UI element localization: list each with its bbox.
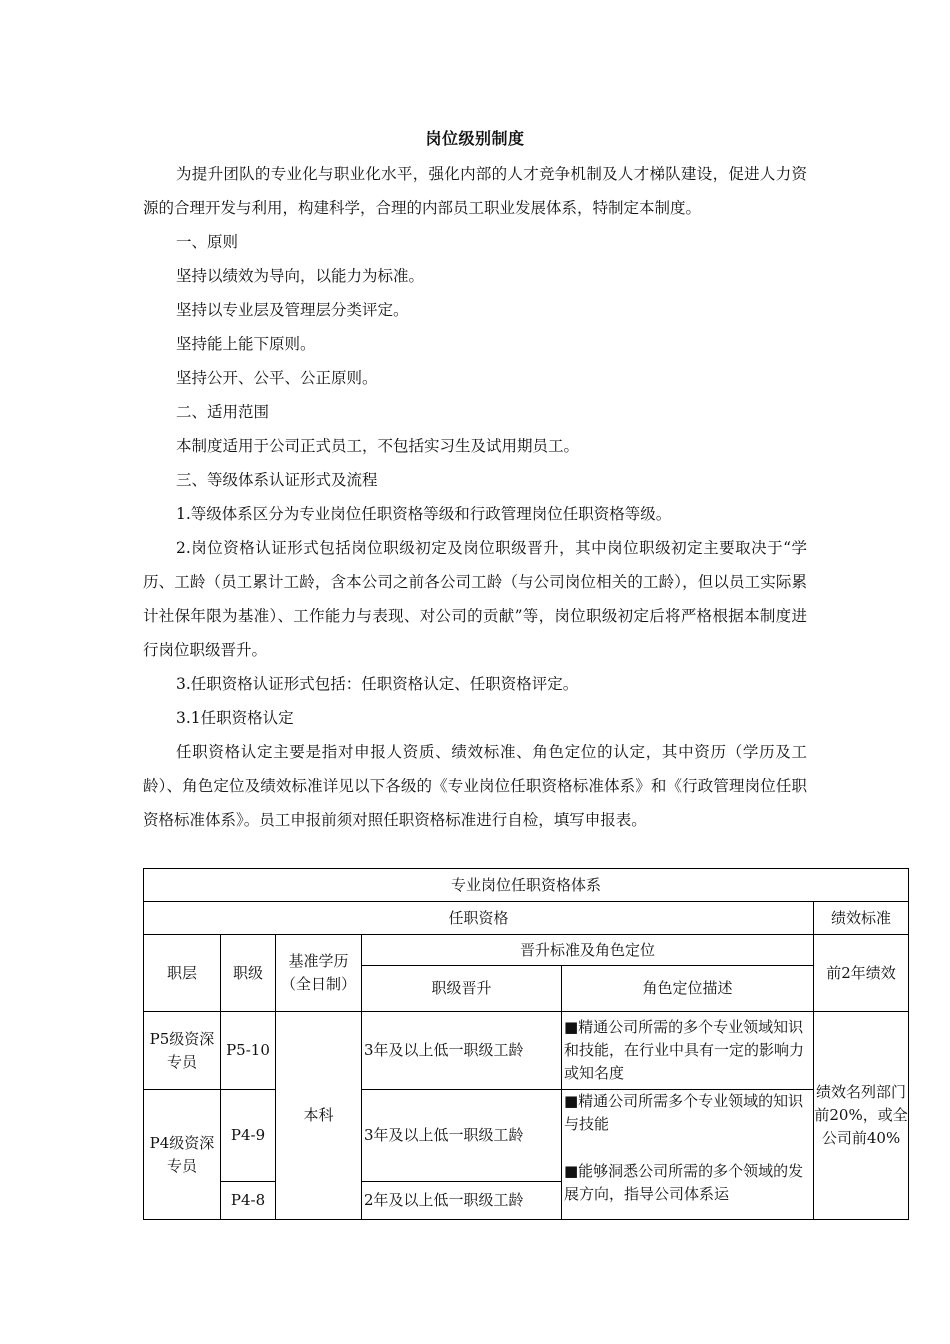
intro-paragraph: 为提升团队的专业化与职业化水平，强化内部的人才竞争机制及人才梯队建设，促进人力资源的合理开发与利用，构建科学，合理的内部员工职业发展体系，特制定本制度。 [143, 165, 807, 217]
principle-item: 坚持能上能下原则。 [176, 335, 316, 353]
qualification-table [143, 868, 909, 1220]
process-item: 2.岗位资格认证形式包括岗位职级初定及岗位职级晋升，其中岗位职级初定主要取决于“学历、工龄（员工累计工龄，含本公司之前各公司工龄（与公司岗位相关的工龄），但以员工实际累计社保年限为基准）、工作能力与表现、对公司的贡献”等，岗位职级初定后将严格根据本制度进行岗位职级晋升。 [143, 539, 807, 659]
document-body [143, 157, 807, 837]
table-cell-education: 本科 [276, 1012, 362, 1220]
performance-subheader: 前2年绩效 [814, 935, 909, 1012]
grade-header: 职级 [221, 935, 276, 1012]
table-cell-grade: P4-9 [221, 1090, 276, 1182]
qualification-paragraph: 任职资格认定主要是指对申报人资质、绩效标准、角色定位的认定，其中资历（学历及工龄）、角色定位及绩效标准详见以下各级的《专业岗位任职资格标准体系》和《行政管理岗位任职资格标准体系》。员工申报前须对照任职资格标准进行自检，填写申报表。 [143, 743, 807, 829]
promotion-group-header: 晋升标准及角色定位 [362, 935, 814, 966]
table-cell-layer: P4级资深专员 [144, 1090, 221, 1220]
process-item: 3.任职资格认证形式包括：任职资格认定、任职资格评定。 [176, 675, 579, 693]
table-cell-layer: P5级资深专员 [144, 1012, 221, 1090]
role-description-item: ■精通公司所需多个专业领域的知识与技能 [564, 1092, 804, 1133]
table-cell-promotion: 2年及以上低一职级工龄 [362, 1182, 562, 1220]
promotion-header: 职级晋升 [362, 966, 562, 1012]
page-title: 岗位级别制度 [425, 129, 525, 148]
table-caption: 专业岗位任职资格体系 [144, 869, 909, 902]
role-description-item: ■能够洞悉公司所需的多个领域的发展方向，指导公司体系运 [564, 1162, 804, 1203]
table-cell-role [562, 1090, 814, 1220]
principle-item: 坚持公开、公平、公正原则。 [176, 369, 378, 387]
level-layer-header: 职层 [144, 935, 221, 1012]
role-header: 角色定位描述 [562, 966, 814, 1012]
section-heading-scope: 二、适用范围 [176, 403, 270, 421]
table-cell-promotion: 3年及以上低一职级工龄 [362, 1012, 562, 1090]
principle-item: 坚持以专业层及管理层分类评定。 [176, 301, 409, 319]
section-heading-principles: 一、原则 [176, 233, 239, 251]
table-cell-grade: P5-10 [221, 1012, 276, 1090]
scope-paragraph: 本制度适用于公司正式员工，不包括实习生及试用期员工。 [176, 437, 580, 455]
table-cell-promotion: 3年及以上低一职级工龄 [362, 1090, 562, 1182]
table-cell-performance: 绩效名列部门前20%，或全公司前40% [814, 1012, 909, 1220]
role-description-spacer [564, 1136, 811, 1160]
process-item: 1.等级体系区分为专业岗位任职资格等级和行政管理岗位任职资格等级。 [176, 505, 672, 523]
table-cell-role: ■精通公司所需的多个专业领域知识和技能，在行业中具有一定的影响力或知名度 [562, 1012, 814, 1090]
subsection-heading: 3.1任职资格认定 [176, 709, 294, 727]
qualification-header: 任职资格 [144, 902, 814, 935]
education-header: 基准学历（全日制） [276, 935, 362, 1012]
principle-item: 坚持以绩效为导向，以能力为标准。 [176, 267, 425, 285]
performance-header: 绩效标准 [814, 902, 909, 935]
section-heading-process: 三、等级体系认证形式及流程 [176, 471, 378, 489]
table-cell-grade: P4-8 [221, 1182, 276, 1220]
